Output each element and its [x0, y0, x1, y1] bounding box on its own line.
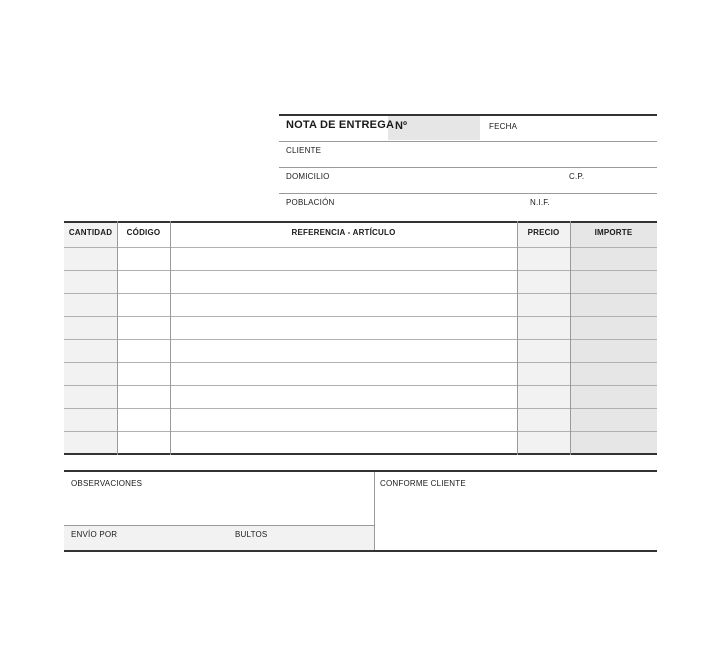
- table-row-line: [64, 316, 657, 317]
- address-label: DOMICILIO: [286, 172, 330, 181]
- table-row-line: [64, 339, 657, 340]
- table-row-line: [64, 431, 657, 432]
- items-table: [64, 221, 657, 455]
- column-header-quantity: CANTIDAD: [68, 228, 113, 237]
- table-row-line: [64, 408, 657, 409]
- delivery-note-footer: [64, 470, 657, 552]
- number-label: Nº: [395, 120, 407, 132]
- table-top-rule: [64, 221, 657, 223]
- table-row-line: [64, 270, 657, 271]
- table-bottom-rule: [64, 453, 657, 455]
- delivery-note-header: [279, 114, 657, 222]
- observations-label: OBSERVACIONES: [71, 479, 143, 488]
- nif-label: N.I.F.: [530, 198, 550, 207]
- footer-bottom-rule: [64, 550, 657, 552]
- column-divider: [517, 221, 518, 455]
- date-label: FECHA: [489, 122, 518, 131]
- packages-label: BULTOS: [235, 530, 268, 539]
- column-header-code: CÓDIGO: [126, 228, 161, 237]
- client-approval-label: CONFORME CLIENTE: [380, 479, 466, 488]
- client-label: CLIENTE: [286, 146, 322, 155]
- number-field[interactable]: [388, 116, 480, 140]
- client-field[interactable]: [279, 142, 657, 167]
- table-row-line: [64, 247, 657, 248]
- column-header-price: PRECIO: [527, 228, 560, 237]
- table-row-line: [64, 293, 657, 294]
- postal-code-label: C.P.: [569, 172, 585, 181]
- column-divider: [570, 221, 571, 455]
- document-title: NOTA DE ENTREGA: [286, 119, 395, 131]
- amount-column: [570, 221, 657, 455]
- shipping-label: ENVÍO POR: [71, 530, 118, 539]
- column-divider: [117, 221, 118, 455]
- price-column: [517, 221, 570, 455]
- town-label: POBLACIÓN: [286, 198, 335, 207]
- quantity-column: [64, 221, 117, 455]
- column-header-reference: REFERENCIA - ARTÍCULO: [291, 228, 396, 237]
- table-row-line: [64, 362, 657, 363]
- column-header-amount: IMPORTE: [594, 228, 633, 237]
- column-divider: [170, 221, 171, 455]
- table-row-line: [64, 385, 657, 386]
